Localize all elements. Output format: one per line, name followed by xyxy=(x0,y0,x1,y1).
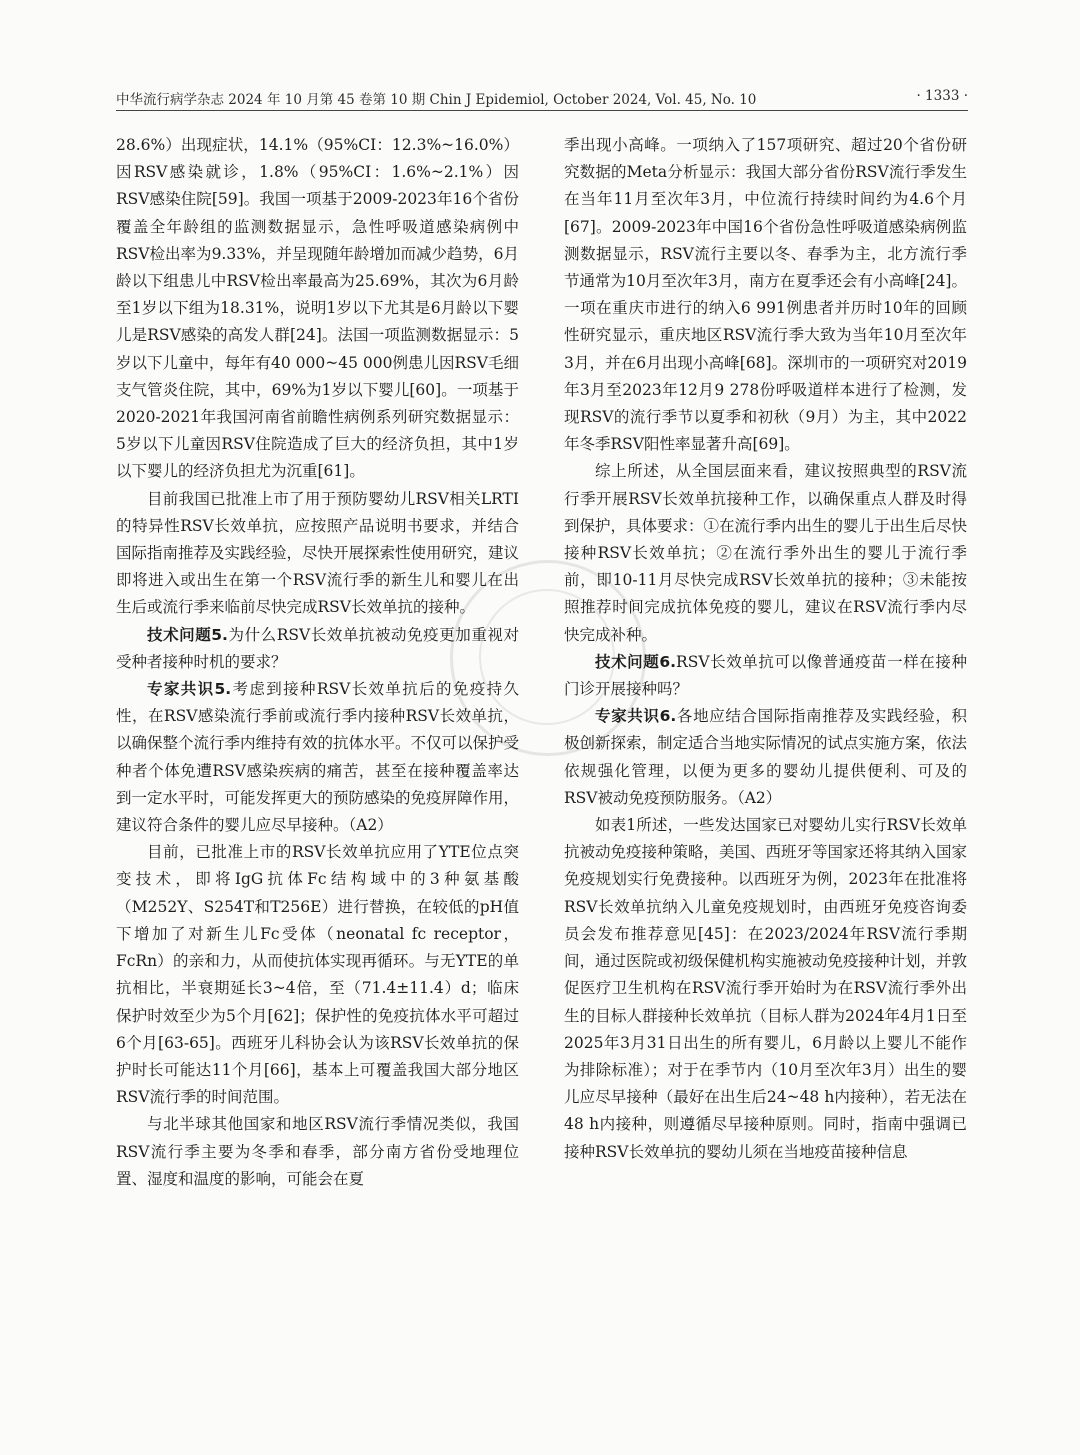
paragraph-text: 考虑到接种RSV长效单抗后的免疫持久性，在RSV感染流行季前或流行季内接种RSV长效单抗，以确保整个流行季内维持有效的抗体水平。不仅可以保护受种者个体免遭RSV感染疾病的痛苦，甚至在接种覆盖率达到一定水平时，可能发挥更大的预防感染的免疫屏障作用，建议符合条件的婴儿应尽早接种。（A2） xyxy=(116,680,520,835)
paragraph-text: 综上所述，从全国层面来看，建议按照典型的RSV流行季开展RSV长效单抗接种工作，以确保重点人群及时得到保护，具体要求：①在流行季内出生的婴儿于出生后尽快接种RSV长效单抗；②在流行季外出生的婴儿于流行季前，即10-11月尽快完成RSV长效单抗的接种；③未能按照推荐时间完成抗体免疫的婴儿，建议在RSV流行季内尽快完成补种。 xyxy=(564,462,968,644)
paragraph-r5 xyxy=(564,812,967,1166)
running-header xyxy=(116,86,968,110)
paragraph-r3 xyxy=(564,649,967,703)
section-heading: 专家共识5. xyxy=(147,680,232,699)
journal-citation: 中华流行病学杂志 2024 年 10 月第 45 卷第 10 期 Chin J Epidemiol, October 2024, Vol. 45, No. 10 xyxy=(116,92,757,108)
paragraph-text: 如表1所述，一些发达国家已对婴幼儿实行RSV长效单抗被动免疫接种策略，美国、西班牙等国家还将其纳入国家免疫规划实行免费接种。以西班牙为例，2023年在批准将RSV长效单抗纳入儿童免疫规划时，由西班牙免疫咨询委员会发布推荐意见[45]：在2023/2024年RSV流行季期间，通过医院或初级保健机构实施被动免疫接种计划，并敦促医疗卫生机构在RSV流行季开始时为在RSV流行季外出生的目标人群接种长效单抗（目标人群为2024年4月1日至2025年3月31日出生的所有婴儿，6月龄以上婴儿不能作为排除标准）；对于在季节内（10月至次年3月）出生的婴儿应尽早接种（最好在出生后24~48 h内接种），若无法在48 h内接种，则遵循尽早接种原则。同时，指南中强调已接种RSV长效单抗的婴幼儿须在当地疫苗接种信息 xyxy=(564,816,968,1161)
paragraph-l5 xyxy=(116,839,519,1111)
paragraph-text: 与北半球其他国家和地区RSV流行季情况类似，我国RSV流行季主要为冬季和春季，部分南方省份受地理位置、湿度和温度的影响，可能会在夏 xyxy=(116,1115,519,1188)
paragraph-text: 季出现小高峰。一项纳入了157项研究、超过20个省份研究数据的Meta分析显示：我国大部分省份RSV流行季发生在当年11月至次年3月，中位流行持续时间约为4.6个月[67]。2009-2023年中国16个省份急性呼吸道感染病例监测数据显示，RSV流行主要以冬、春季为主，北方流行季节通常为10月至次年3月，南方在夏季还会有小高峰[24]。一项在重庆市进行的纳入6 991例患者并历时10年的回顾性研究显示，重庆地区RSV流行季大致为当年10月至次年3月，并在6月出现小高峰[68]。深圳市的一项研究对2019年3月至2023年12月9 278份呼吸道样本进行了检测，发现RSV的流行季节以夏季和初秋（9月）为主，其中2022年冬季RSV阳性率显著升高[69]。 xyxy=(564,136,967,454)
paragraph-r4 xyxy=(564,703,967,812)
right-column xyxy=(564,132,967,1166)
header-rule xyxy=(116,110,968,111)
paragraph-r1 xyxy=(564,132,967,458)
paragraph-text: 28.6%）出现症状，14.1%（95%CI：12.3%~16.0%）因RSV感染就诊，1.8%（95%CI：1.6%~2.1%）因RSV感染住院[59]。我国一项基于2009-2023年16个省份覆盖全年龄组的监测数据显示，急性呼吸道感染病例中RSV检出率为9.33%，并呈现随年龄增加而减少趋势，6月龄以下组患儿中RSV检出率最高为25.69%，其次为6月龄至1岁以下组为18.31%，说明1岁以下尤其是6月龄以下婴儿是RSV感染的高发人群[24]。法国一项监测数据显示：5岁以下儿童中，每年有40 000~45 000例患儿因RSV毛细支气管炎住院，其中，69%为1岁以下婴儿[60]。一项基于2020-2021年我国河南省前瞻性病例系列研究数据显示：5岁以下儿童因RSV住院造成了巨大的经济负担，其中1岁以下婴儿的经济负担尤为沉重[61]。 xyxy=(116,136,519,481)
paragraph-l2 xyxy=(116,486,519,622)
paragraph-text: 目前，已批准上市的RSV长效单抗应用了YTE位点突变技术，即将IgG抗体Fc结构域中的3种氨基酸（M252Y、S254T和T256E）进行替换，在较低的pH值下增加了对新生儿Fc受体（neonatal fc receptor，FcRn）的亲和力，从而使抗体实现再循环。与无YTE的单抗相比，半衰期延长3~4倍，至（71.4±11.4）d；临床保护时效至少为5个月[62]；保护性的免疫抗体水平可超过6个月[63-65]。西班牙儿科协会认为该RSV长效单抗的保护时长可能达11个月[66]，基本上可覆盖我国大部分地区RSV流行季的时间范围。 xyxy=(116,843,519,1107)
paragraph-text: 各地应结合国际指南推荐及实践经验，积极创新探索，制定适合当地实际情况的试点实施方案，依法依规强化管理，以便为更多的婴幼儿提供便利、可及的RSV被动免疫预防服务。（A2） xyxy=(564,707,968,807)
section-heading: 技术问题5. xyxy=(147,625,228,644)
page-number: · 1333 · xyxy=(916,88,968,104)
paragraph-text: 目前我国已批准上市了用于预防婴幼儿RSV相关LRTI的特异性RSV长效单抗，应按照产品说明书要求，并结合国际指南推荐及实践经验，尽快开展探索性使用研究，建议即将进入或出生在第一个RSV流行季的新生儿和婴儿在出生后或流行季来临前尽快完成RSV长效单抗的接种。 xyxy=(116,489,520,617)
left-column xyxy=(116,132,519,1193)
paragraph-l1 xyxy=(116,132,519,486)
paragraph-text: 为什么RSV长效单抗被动免疫更加重视对受种者接种时机的要求？ xyxy=(116,625,519,671)
paragraph-text: RSV长效单抗可以像普通疫苗一样在接种门诊开展接种吗？ xyxy=(564,652,967,699)
paragraph-l3 xyxy=(116,622,519,676)
paragraph-l6 xyxy=(116,1111,519,1193)
paragraph-l4 xyxy=(116,676,519,839)
section-heading: 技术问题6. xyxy=(595,652,677,671)
section-heading: 专家共识6. xyxy=(595,707,677,726)
paragraph-r2 xyxy=(564,458,967,648)
